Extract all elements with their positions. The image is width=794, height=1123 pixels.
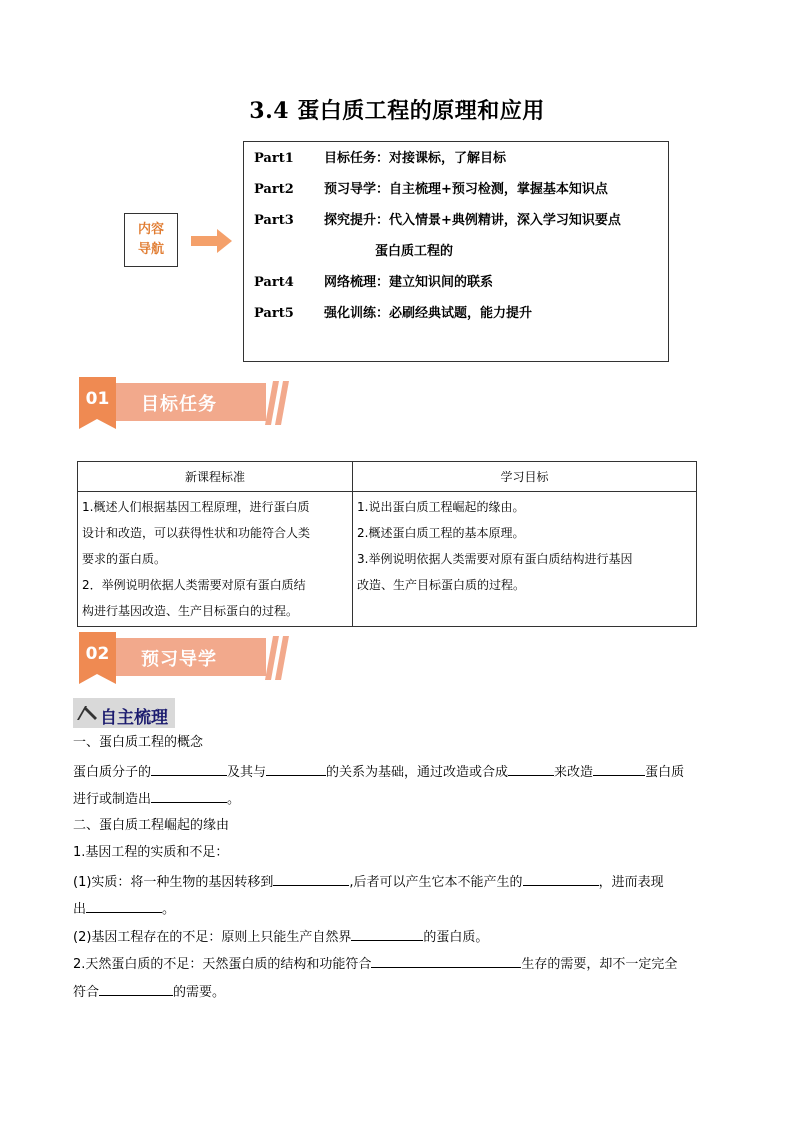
fill-line: 蛋白质分子的 及其与 的关系为基础，通过改造或合成 来改造 蛋白质 bbox=[73, 761, 723, 789]
nav-label-line2: 导航 bbox=[137, 242, 164, 257]
fill-blank[interactable] bbox=[371, 953, 521, 968]
fill-blank[interactable] bbox=[523, 871, 599, 886]
table-header: 学习目标 bbox=[353, 462, 697, 492]
study-notes bbox=[73, 733, 723, 1008]
content-nav-label bbox=[124, 213, 178, 267]
content-nav-box bbox=[243, 141, 669, 362]
table-header: 新课程标准 bbox=[78, 462, 353, 492]
fill-blank[interactable] bbox=[273, 871, 349, 886]
section-heading: 自主梳理 bbox=[73, 698, 175, 728]
fill-line: 出 。 bbox=[73, 898, 723, 926]
fill-blank[interactable] bbox=[266, 761, 326, 776]
fill-line: (1)实质：将一种生物的基因转移到 ,后者可以产生它本不能产生的 ，进而表现 bbox=[73, 871, 723, 899]
fill-line: (2)基因工程存在的不足：原则上只能生产自然界 的蛋白质。 bbox=[73, 926, 723, 954]
fill-blank[interactable] bbox=[151, 761, 227, 776]
fill-line: 2.天然蛋白质的不足：天然蛋白质的结构和功能符合 生存的需要，却不一定完全 bbox=[73, 953, 723, 981]
table-cell-objectives: 1.说出蛋白质工程崛起的缘由。 2.概述蛋白质工程的基本原理。 3.举例说明依据人类需要对原有蛋白质结构进行基因 改造、生产目标蛋白质的过程。 bbox=[353, 492, 697, 627]
nav-item-part3: Part3 探究提升：代入情景+典例精讲，深入学习知识要点 bbox=[254, 213, 621, 228]
arrow-right-icon bbox=[191, 228, 233, 254]
nav-item-part3-cont: 蛋白质工程的 bbox=[375, 244, 454, 259]
fill-blank[interactable] bbox=[593, 761, 645, 776]
table-cell-standards: 1.概述人们根据基因工程原理，进行蛋白质 设计和改造，可以获得性状和功能符合人类 要求的蛋白质。 2．举例说明依据人类需要对原有蛋白质结 构进行基因改造、生产目标蛋白的过程。 bbox=[78, 492, 353, 627]
nav-item-part5: Part5 强化训练：必刷经典试题，能力提升 bbox=[254, 306, 533, 321]
heading-origin: 二、蛋白质工程崛起的缘由 bbox=[73, 817, 230, 833]
fill-blank[interactable] bbox=[151, 788, 227, 803]
fill-blank[interactable] bbox=[508, 761, 554, 776]
heading-concept: 一、蛋白质工程的概念 bbox=[73, 735, 204, 750]
stripes-decoration-icon bbox=[259, 381, 295, 425]
fill-blank[interactable] bbox=[86, 898, 162, 913]
banner-number-badge: 01 bbox=[79, 377, 116, 429]
banner-title-bar: 预习导学 bbox=[116, 638, 266, 676]
fill-blank[interactable] bbox=[99, 981, 173, 996]
nav-item-part2: Part2 预习导学：自主梳理+预习检测，掌握基本知识点 bbox=[254, 182, 608, 197]
curriculum-standards-table bbox=[77, 461, 697, 627]
fill-line: 进行或制造出 。 bbox=[73, 788, 723, 816]
subheading: 1.基因工程的实质和不足： bbox=[73, 845, 229, 860]
section-banner-01 bbox=[79, 377, 294, 429]
pencil-icon bbox=[75, 704, 99, 722]
nav-item-part1: Part1 目标任务：对接课标，了解目标 bbox=[254, 151, 507, 166]
page-title: 3.4 蛋白质工程的原理和应用 bbox=[249, 98, 545, 124]
banner-number-badge: 02 bbox=[79, 632, 116, 684]
stripes-decoration-icon bbox=[259, 636, 295, 680]
fill-blank[interactable] bbox=[351, 926, 423, 941]
nav-item-part4: Part4 网络梳理：建立知识间的联系 bbox=[254, 275, 494, 290]
section-banner-02 bbox=[79, 632, 294, 684]
nav-label-line1: 内容 bbox=[137, 222, 164, 237]
fill-line: 符合 的需要。 bbox=[73, 981, 723, 1009]
banner-title-bar: 目标任务 bbox=[116, 383, 266, 421]
